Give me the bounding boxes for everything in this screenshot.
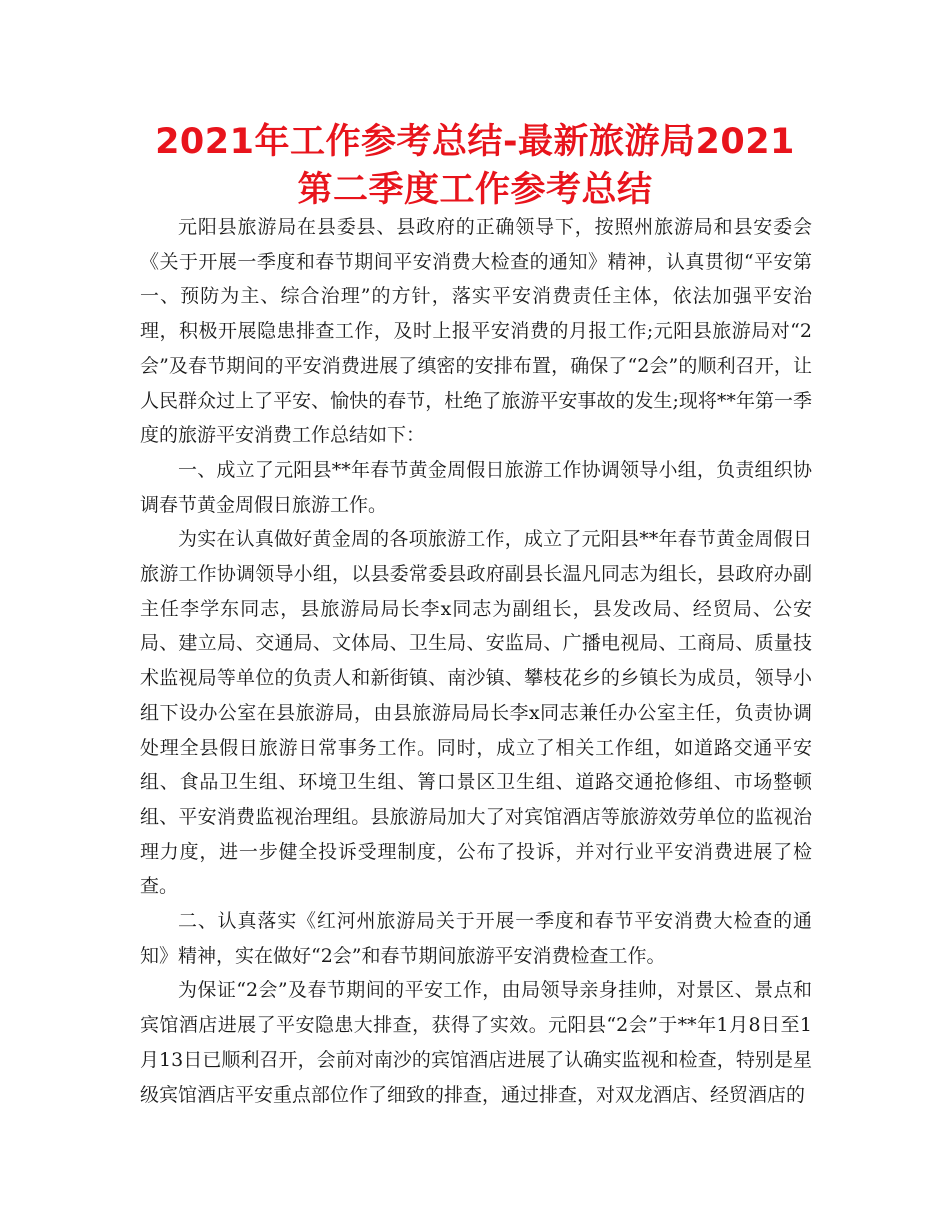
paragraph-section-1-body: 为实在认真做好黄金周的各项旅游工作，成立了元阳县**年春节黄金周假日旅游工作协调领导小组，以县委常委县政府副县长温凡同志为组长，县政府办副主任李学东同志，县旅游局局长李x同志为副组长，县发改局、经贸局、公安局、建立局、交通局、文体局、卫生局、安监局、广播电视局、工商局、质量技术监视局等单位的负责人和新街镇、南沙镇、攀枝花乡的乡镇长为成员，领导小组下设办公室在县旅游局，由县旅游局局长李x同志兼任办公室主任，负责协调处理全县假日旅游日常事务工作。同时，成立了相关工作组，如道路交通平安组、食品卫生组、环境卫生组、箐口景区卫生组、道路交通抢修组、市场整顿组、平安消费监视治理组。县旅游局加大了对宾馆酒店等旅游效劳单位的监视治理力度，进一步健全投诉受理制度，公布了投诉，并对行业平安消费进展了检查。: [140, 528, 812, 898]
paragraph-section-2-heading: 二、认真落实《红河州旅游局关于开展一季度和春节平安消费大检查的通知》精神，实在做好“2会”和春节期间旅游平安消费检查工作。: [140, 910, 812, 967]
paragraph-section-2-body: 为保证“2会”及春节期间的平安工作，由局领导亲身挂帅，对景区、景点和宾馆酒店进展了平安隐患大排查，获得了实效。元阳县“2会”于**年1月8日至1月13日已顺利召开，会前对南沙的宾馆酒店进展了认确实监视和检查，特别是星级宾馆酒店平安重点部位作了细致的排查，通过排查，对双龙酒店、经贸酒店的: [140, 979, 812, 1106]
document-body: [140, 210, 812, 1112]
paragraph-section-1-heading: 一、成立了元阳县**年春节黄金周假日旅游工作协调领导小组，负责组织协调春节黄金周假日旅游工作。: [140, 458, 812, 516]
paragraph-intro: 元阳县旅游局在县委县、县政府的正确领导下，按照州旅游局和县安委会《关于开展一季度和春节期间平安消费大检查的通知》精神，认真贯彻“平安第一、预防为主、综合治理”的方针，落实平安消费责任主体，依法加强平安治理，积极开展隐患排查工作，及时上报平安消费的月报工作;元阳县旅游局对“2会”及春节期间的平安消费进展了缜密的安排布置，确保了“2会”的顺利召开，让人民群众过上了平安、愉快的春节，杜绝了旅游平安事故的发生;现将**年第一季度的旅游平安消费工作总结如下：: [140, 216, 812, 447]
document-title: 2021年工作参考总结-最新旅游局2021第二季度工作参考总结: [155, 122, 795, 210]
